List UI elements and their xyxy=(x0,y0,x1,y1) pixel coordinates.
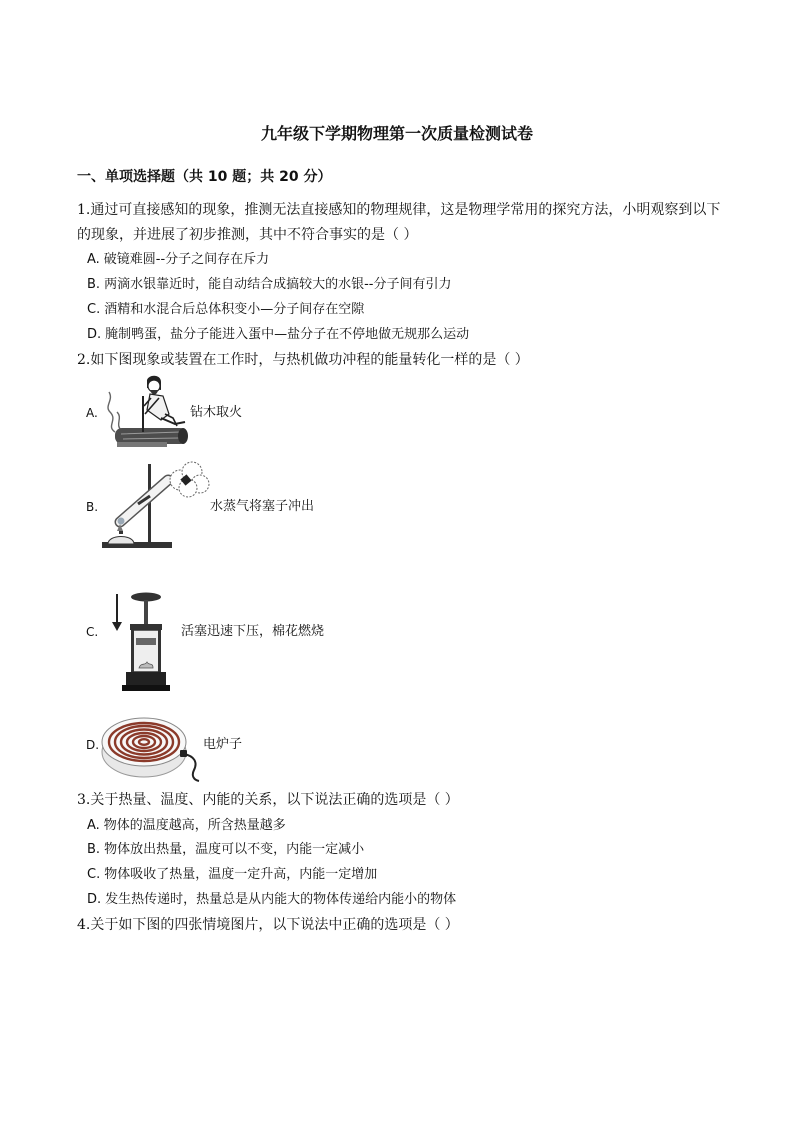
option-text: 腌制鸭蛋，盐分子能进入蛋中—盐分子在不停地做无规那么运动 xyxy=(105,327,470,342)
option-label: B. xyxy=(87,277,101,292)
question-3-option-a xyxy=(87,817,286,835)
question-2-stem: 2.如下图现象或装置在工作时，与热机做功冲程的能量转化一样的是（ ） xyxy=(77,352,529,368)
question-2-option-c-label: C. xyxy=(86,625,99,639)
question-2-option-d-text: 电炉子 xyxy=(203,737,243,752)
question-2-option-d-label: D. xyxy=(86,738,100,752)
option-label: C. xyxy=(87,867,101,882)
option-label: D. xyxy=(87,892,102,907)
question-3-option-c xyxy=(87,866,377,884)
question-1-option-b xyxy=(87,276,451,294)
question-1-option-d xyxy=(87,326,469,344)
section-heading: 一、单项选择题（共 10 题；共 20 分） xyxy=(77,169,332,185)
option-label: A. xyxy=(87,252,100,267)
option-text: 两滴水银靠近时，能自动结合成搞较大的水银--分子间有引力 xyxy=(104,277,452,292)
question-1-option-c xyxy=(87,301,364,319)
power-cord xyxy=(180,750,199,781)
question-1-stem-line-2: 的现象，并进展了初步推测，其中不符合事实的是（ ） xyxy=(77,227,418,243)
test-tube-steam-cork-illustration xyxy=(100,458,212,554)
option-text: 物体放出热量，温度可以不变，内能一定减小 xyxy=(104,842,365,857)
option-label: A. xyxy=(87,818,100,833)
electric-stove-illustration xyxy=(100,708,202,784)
person-figure xyxy=(144,376,185,426)
question-2-option-b-text: 水蒸气将塞子冲出 xyxy=(210,499,315,514)
question-4-stem: 4.关于如下图的四张情境图片，以下说法中正确的选项是（ ） xyxy=(77,917,459,933)
question-2-option-a-text: 钻木取火 xyxy=(190,405,243,420)
option-label: C. xyxy=(87,302,101,317)
cylinder-base xyxy=(126,672,166,685)
question-2-option-c-text: 活塞迅速下压，棉花燃烧 xyxy=(181,624,325,639)
question-3-option-b xyxy=(87,841,364,859)
option-text: 酒精和水混合后总体积变小—分子间存在空隙 xyxy=(104,302,365,317)
option-text: 发生热传递时，热量总是从内能大的物体传递给内能小的物体 xyxy=(105,892,457,907)
page-title: 九年级下学期物理第一次质量检测试卷 xyxy=(260,124,533,143)
piston-compression-illustration xyxy=(108,588,172,694)
wooden-log xyxy=(115,428,188,447)
option-text: 破镜难圆--分子之间存在斥力 xyxy=(103,252,270,267)
smoke-icon xyxy=(108,392,121,432)
question-3-option-d xyxy=(87,891,456,909)
question-2-option-a-label: A. xyxy=(86,406,98,420)
piston-rod xyxy=(144,600,148,626)
question-3-stem: 3.关于热量、温度、内能的关系，以下说法正确的选项是（ ） xyxy=(77,792,459,808)
drilling-wood-fire-illustration xyxy=(103,374,189,452)
cylinder-foot xyxy=(122,685,170,691)
glass-cylinder xyxy=(130,624,162,672)
option-text: 物体的温度越高，所含热量越多 xyxy=(103,818,286,833)
question-1-option-a xyxy=(87,251,269,269)
alcohol-lamp xyxy=(108,524,134,544)
option-label: D. xyxy=(87,327,102,342)
option-text: 物体吸收了热量，温度一定升高，内能一定增加 xyxy=(104,867,378,882)
down-arrow-icon xyxy=(112,594,122,631)
option-label: B. xyxy=(87,842,101,857)
question-1-stem-line-1: 1.通过可直接感知的现象，推测无法直接感知的物理规律，这是物理学常用的探究方法，小明观察到以下 xyxy=(77,202,721,218)
question-2-option-b-label: B. xyxy=(86,500,99,514)
